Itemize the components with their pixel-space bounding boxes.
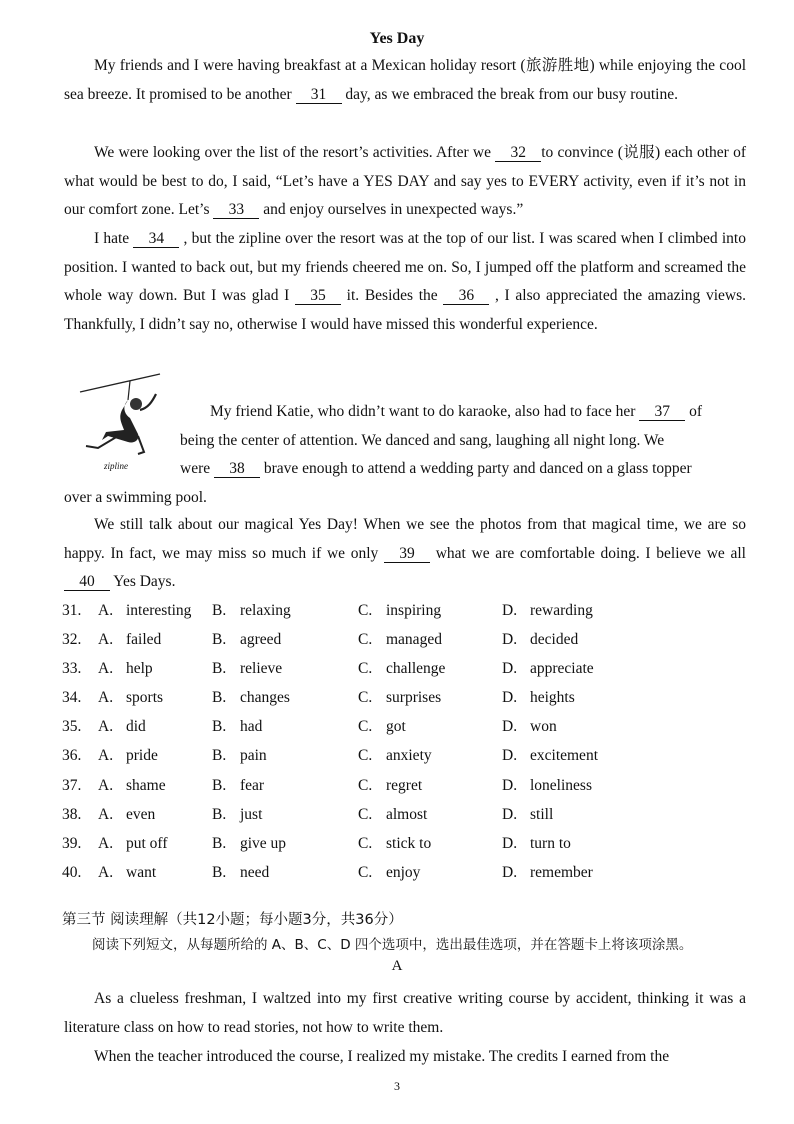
option-text: shame	[126, 776, 166, 794]
option-letter: D.	[502, 805, 518, 823]
option-letter: D.	[502, 631, 518, 649]
option-d[interactable]	[502, 771, 592, 800]
option-text: relaxing	[240, 602, 291, 619]
paragraph-text: of	[685, 403, 703, 420]
blank-33[interactable]: 33	[213, 201, 259, 219]
question-row	[62, 858, 762, 887]
question-row	[62, 800, 762, 829]
option-text: just	[240, 805, 263, 823]
option-c[interactable]	[358, 683, 441, 712]
option-letter: D.	[502, 689, 518, 707]
section-heading: 第三节 阅读理解（共12小题；每小题3分，共36分）	[62, 912, 403, 928]
option-text: surprises	[386, 689, 442, 707]
question-row	[62, 771, 762, 800]
option-letter: A.	[98, 805, 114, 823]
option-letter: C.	[358, 660, 373, 678]
option-letter: D.	[502, 718, 518, 736]
option-letter: B.	[212, 863, 227, 881]
blank-39[interactable]: 39	[384, 545, 430, 563]
option-letter: D.	[502, 863, 518, 881]
option-a[interactable]	[98, 771, 166, 800]
option-letter: C.	[358, 689, 373, 707]
option-text: remember	[530, 863, 593, 881]
option-d[interactable]	[502, 829, 571, 858]
figure-caption: zipline	[104, 461, 128, 471]
option-text: changes	[240, 689, 290, 707]
paragraph-text: were	[180, 460, 214, 478]
option-text: rewarding	[530, 602, 593, 619]
option-letter: D.	[502, 602, 518, 619]
option-text: even	[126, 805, 156, 823]
question-number: 39.	[62, 834, 82, 852]
paragraph-text: , but the zipline over the resort was at the top of our list. I was scared when I climbed into position. I wanted to back out, but my friends cheered me on. So, I jumped off the platform and screamed the whole way down. But I was glad I	[64, 230, 746, 305]
option-text: failed	[126, 631, 162, 649]
option-letter: B.	[212, 776, 227, 794]
option-text: did	[126, 718, 146, 736]
option-letter: A.	[98, 631, 114, 649]
option-text: interesting	[126, 602, 192, 619]
option-c[interactable]	[358, 712, 406, 741]
question-row	[62, 741, 762, 770]
option-b[interactable]	[212, 829, 286, 858]
option-b[interactable]	[212, 596, 291, 625]
paragraph-line	[64, 398, 744, 427]
option-text: still	[530, 805, 554, 823]
option-c[interactable]	[358, 771, 422, 800]
paragraph-2	[64, 139, 746, 225]
question-row	[62, 596, 762, 625]
section-instruction: 阅读下列短文，从每题所给的 A、B、C、D 四个选项中，选出最佳选项，并在答题卡上将该项涂黑。	[92, 937, 693, 953]
option-letter: C.	[358, 863, 373, 881]
option-c[interactable]	[358, 654, 445, 683]
option-text: challenge	[386, 660, 446, 678]
option-text: excitement	[530, 747, 598, 765]
option-text: got	[386, 718, 406, 736]
option-a[interactable]	[98, 683, 163, 712]
option-d[interactable]	[502, 741, 598, 770]
question-number: 38.	[62, 805, 82, 823]
option-text: appreciate	[530, 660, 594, 678]
option-text: sports	[126, 689, 164, 707]
option-a[interactable]	[98, 829, 167, 858]
option-letter: B.	[212, 747, 227, 765]
paragraph-text: My friends and I were having breakfast at a Mexican holiday resort (旅游胜地) while enjoying the cool sea breeze. It promised to be another	[64, 57, 746, 103]
option-a[interactable]	[98, 800, 155, 829]
option-letter: C.	[358, 747, 373, 765]
option-d[interactable]	[502, 800, 553, 829]
option-letter: A.	[98, 602, 114, 619]
option-text: pride	[126, 747, 158, 765]
option-c[interactable]	[358, 625, 442, 654]
reading-paragraph-1: As a clueless freshman, I waltzed into my first creative writing course by accident, thinking it was a literature class on how to read stories, not how to write them.	[64, 990, 746, 1036]
option-letter: C.	[358, 718, 373, 736]
option-c[interactable]	[358, 800, 427, 829]
option-d[interactable]	[502, 625, 578, 654]
option-letter: B.	[212, 805, 227, 823]
option-text: agreed	[240, 631, 282, 649]
option-letter: C.	[358, 776, 373, 794]
blank-35[interactable]: 35	[295, 287, 341, 305]
option-d[interactable]	[502, 654, 594, 683]
question-number: 37.	[62, 776, 82, 794]
passage-title: Yes Day	[369, 30, 425, 47]
option-letter: B.	[212, 602, 227, 619]
option-d[interactable]	[502, 712, 557, 741]
option-text: pain	[240, 747, 267, 765]
option-letter: B.	[212, 660, 227, 678]
option-letter: B.	[212, 689, 227, 707]
option-d[interactable]	[502, 596, 593, 625]
option-letter: A.	[98, 689, 114, 707]
option-letter: A.	[98, 834, 114, 852]
paragraph-line: over a swimming pool.	[64, 488, 207, 506]
question-row	[62, 712, 762, 741]
option-text: anxiety	[386, 747, 432, 765]
option-d[interactable]	[502, 683, 575, 712]
question-number: 40.	[62, 863, 82, 881]
question-number: 36.	[62, 747, 82, 765]
paragraph-text: what we are comfortable doing. I believe we all	[430, 544, 746, 562]
blank-40[interactable]: 40	[64, 573, 110, 591]
option-c[interactable]	[358, 596, 441, 625]
option-text: relieve	[240, 660, 283, 678]
option-text: won	[530, 718, 557, 736]
paragraph-text: Yes Days.	[110, 573, 176, 591]
option-b[interactable]	[212, 858, 269, 887]
option-a[interactable]	[98, 654, 153, 683]
option-b[interactable]	[212, 741, 267, 770]
option-c[interactable]	[358, 829, 431, 858]
option-b[interactable]	[212, 800, 262, 829]
reading-paragraph-2: When the teacher introduced the course, I realized my mistake. The credits I earned from the	[94, 1048, 670, 1065]
paragraph-5	[64, 511, 746, 597]
option-text: loneliness	[530, 776, 592, 794]
option-letter: A.	[98, 776, 114, 794]
paragraph-text: day, as we embraced the break from our busy routine.	[341, 85, 678, 103]
option-a[interactable]	[98, 858, 156, 887]
blank-34[interactable]: 34	[133, 230, 179, 248]
paragraph-text: , I also appreciated the amazing views. Thankfully, I didn’t say no, otherwise I would have missed this wonderful experience.	[64, 287, 746, 333]
question-row	[62, 654, 762, 683]
page-number: 3	[394, 1079, 400, 1093]
paragraph-text: and enjoy ourselves in unexpected ways.”	[259, 201, 524, 219]
option-text: enjoy	[386, 863, 421, 881]
paragraph-line	[64, 455, 744, 484]
option-text: give up	[240, 834, 287, 852]
option-c[interactable]	[358, 741, 432, 770]
question-number: 31.	[62, 602, 82, 619]
option-letter: D.	[502, 776, 518, 794]
blank-38[interactable]: 38	[214, 460, 260, 478]
answer-options	[62, 596, 762, 887]
option-text: almost	[386, 805, 428, 823]
option-b[interactable]	[212, 654, 282, 683]
paragraph-text: brave enough to attend a wedding party and danced on a glass topper	[260, 460, 692, 478]
paragraph-text: We still talk about our magical Yes Day! When we see the photos from that magical time, we are so happy. In fact, we may miss so much if we only	[64, 516, 746, 562]
option-letter: D.	[502, 747, 518, 765]
option-a[interactable]	[98, 625, 161, 654]
question-row	[62, 625, 762, 654]
blank-32[interactable]: 32	[495, 144, 541, 162]
option-text: put off	[126, 834, 168, 852]
question-number: 35.	[62, 718, 82, 736]
paragraph-text: to convince (说服) each other of what would be best to do, I said, “Let’s have a YES DAY and say yes to EVERY activity, even if it’s not in our comfort zone. Let’s	[64, 144, 746, 219]
option-letter: D.	[502, 834, 518, 852]
option-text: regret	[386, 776, 423, 794]
passage-label: A	[391, 958, 403, 974]
option-text: turn to	[530, 834, 571, 852]
option-letter: C.	[358, 631, 373, 649]
paragraph-1	[64, 52, 746, 109]
option-b[interactable]	[212, 771, 264, 800]
option-d[interactable]	[502, 858, 593, 887]
question-number: 33.	[62, 660, 82, 678]
option-text: had	[240, 718, 263, 736]
option-text: managed	[386, 631, 442, 649]
blank-37[interactable]: 37	[639, 403, 685, 421]
question-number: 34.	[62, 689, 82, 707]
question-number: 32.	[62, 631, 82, 649]
option-letter: C.	[358, 834, 373, 852]
paragraph-3	[64, 225, 746, 339]
option-a[interactable]	[98, 596, 191, 625]
option-text: need	[240, 863, 270, 881]
paragraph-text: it. Besides the	[340, 287, 444, 305]
option-letter: A.	[98, 660, 114, 678]
option-text: want	[126, 863, 157, 881]
option-text: heights	[530, 689, 575, 707]
option-b[interactable]	[212, 683, 290, 712]
option-letter: B.	[212, 718, 227, 736]
paragraph-line: being the center of attention. We danced and sang, laughing all night long. We	[180, 431, 665, 449]
option-letter: A.	[98, 718, 114, 736]
paragraph-4	[64, 398, 744, 512]
option-letter: A.	[98, 863, 114, 881]
option-letter: C.	[358, 805, 373, 823]
option-letter: D.	[502, 660, 518, 678]
blank-31[interactable]: 31	[296, 86, 342, 104]
paragraph-text: We were looking over the list of the resort’s activities. After we	[94, 144, 496, 161]
option-text: inspiring	[386, 602, 442, 619]
paragraph-text: My friend Katie, who didn’t want to do karaoke, also had to face her	[210, 403, 640, 420]
option-letter: B.	[212, 834, 227, 852]
option-letter: C.	[358, 602, 373, 619]
option-letter: B.	[212, 631, 227, 649]
option-a[interactable]	[98, 712, 146, 741]
option-text: help	[126, 660, 153, 678]
option-text: fear	[240, 776, 265, 794]
option-c[interactable]	[358, 858, 420, 887]
option-text: decided	[530, 631, 579, 649]
option-b[interactable]	[212, 712, 262, 741]
question-row	[62, 829, 762, 858]
option-letter: A.	[98, 747, 114, 765]
paragraph-text: I hate	[94, 230, 134, 247]
option-b[interactable]	[212, 625, 281, 654]
question-row	[62, 683, 762, 712]
blank-36[interactable]: 36	[443, 287, 489, 305]
option-a[interactable]	[98, 741, 158, 770]
option-text: stick to	[386, 834, 432, 852]
